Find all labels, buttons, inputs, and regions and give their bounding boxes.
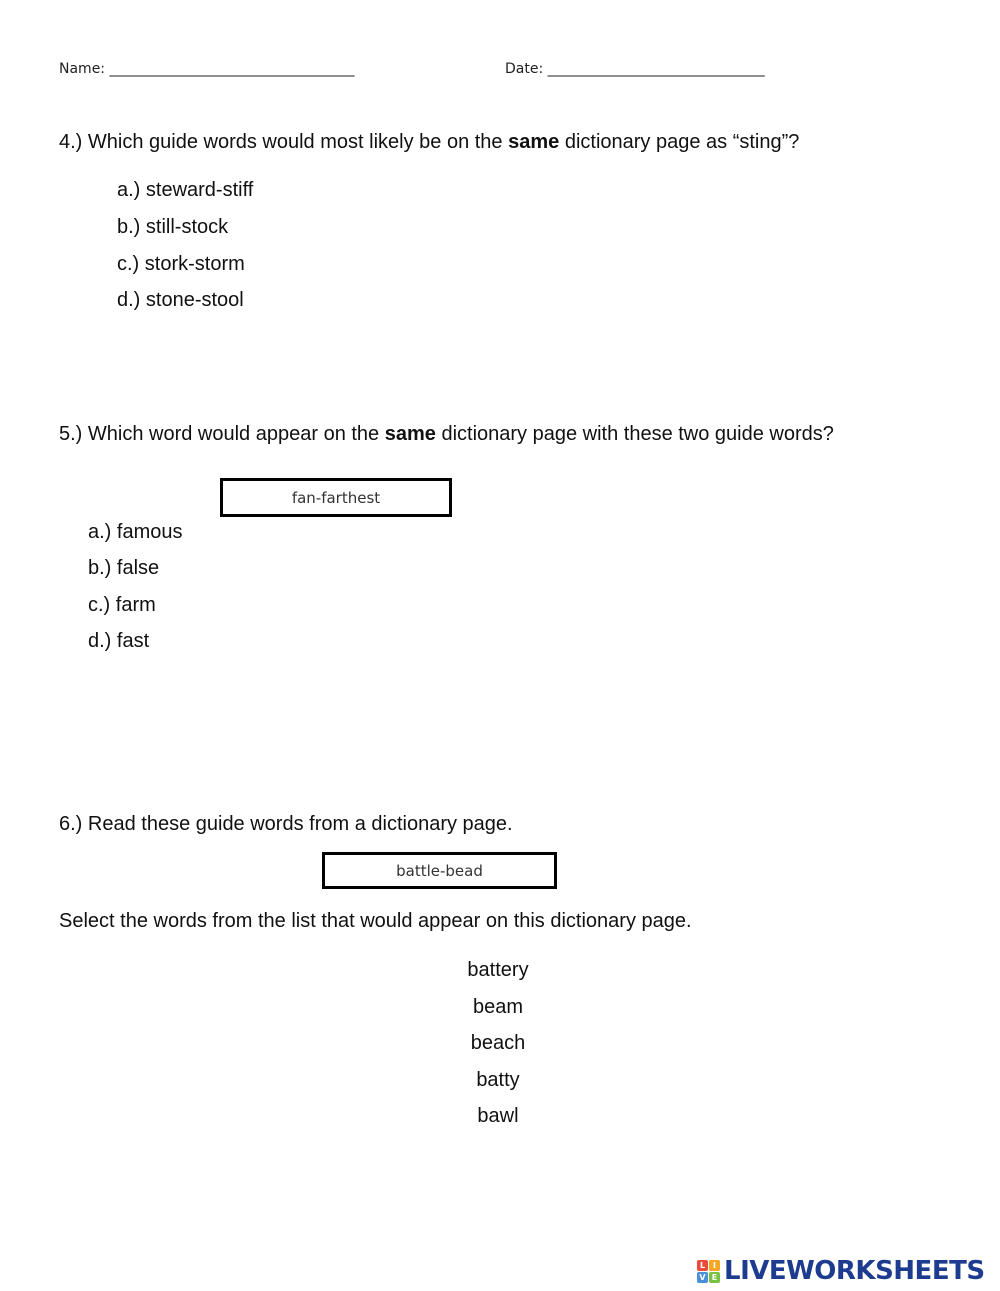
name-field[interactable]: Name: ___________________________________ — [59, 61, 355, 77]
question-5-bold: same — [384, 423, 436, 445]
question-6: 6.) Read these guide words from a dictionary page. — [59, 813, 513, 835]
guide-words-box-q6 — [322, 852, 557, 889]
logo-tile: E — [709, 1272, 720, 1283]
logo-text: LIVEWORKSHEETS — [724, 1256, 985, 1286]
question-4-text: 4.) Which guide words would most likely be on the — [59, 131, 509, 153]
logo-tile: V — [697, 1272, 708, 1283]
date-field[interactable]: Date: _______________________________ — [505, 61, 765, 77]
liveworksheets-logo — [697, 1256, 985, 1286]
q4-option-d[interactable]: d.) stone-stool — [117, 289, 244, 311]
question-4-text-end: dictionary page as “sting”? — [559, 131, 800, 153]
logo-tile: I — [709, 1260, 720, 1271]
q5-option-c[interactable]: c.) farm — [88, 594, 156, 616]
guide-words-q6: battle-bead — [396, 861, 483, 880]
question-5-text: 5.) Which word would appear on the — [59, 423, 385, 445]
q6-word-beach[interactable]: beach — [470, 1032, 526, 1054]
guide-words-q5: fan-farthest — [291, 488, 381, 507]
question-5 — [59, 423, 834, 446]
q5-option-d[interactable]: d.) fast — [88, 630, 150, 652]
q6-word-bawl[interactable]: bawl — [477, 1105, 519, 1127]
q6-word-battery[interactable]: battery — [467, 959, 529, 981]
question-4 — [59, 131, 799, 154]
q6-word-batty[interactable]: batty — [476, 1069, 520, 1091]
q4-option-c[interactable]: c.) stork-storm — [117, 253, 245, 275]
q4-option-a[interactable]: a.) steward-stiff — [117, 179, 254, 201]
logo-tiles-icon — [697, 1260, 720, 1283]
question-5-text-end: dictionary page with these two guide words? — [435, 423, 834, 445]
q4-option-b[interactable]: b.) still-stock — [117, 216, 229, 238]
q6-word-beam[interactable]: beam — [472, 996, 524, 1018]
question-4-bold: same — [508, 131, 560, 153]
logo-tile: L — [697, 1260, 708, 1271]
guide-words-box-q5 — [220, 478, 452, 517]
q5-option-b[interactable]: b.) false — [88, 557, 160, 579]
q5-option-a[interactable]: a.) famous — [88, 521, 183, 543]
question-6-instruction: Select the words from the list that would appear on this dictionary page. — [59, 910, 692, 932]
